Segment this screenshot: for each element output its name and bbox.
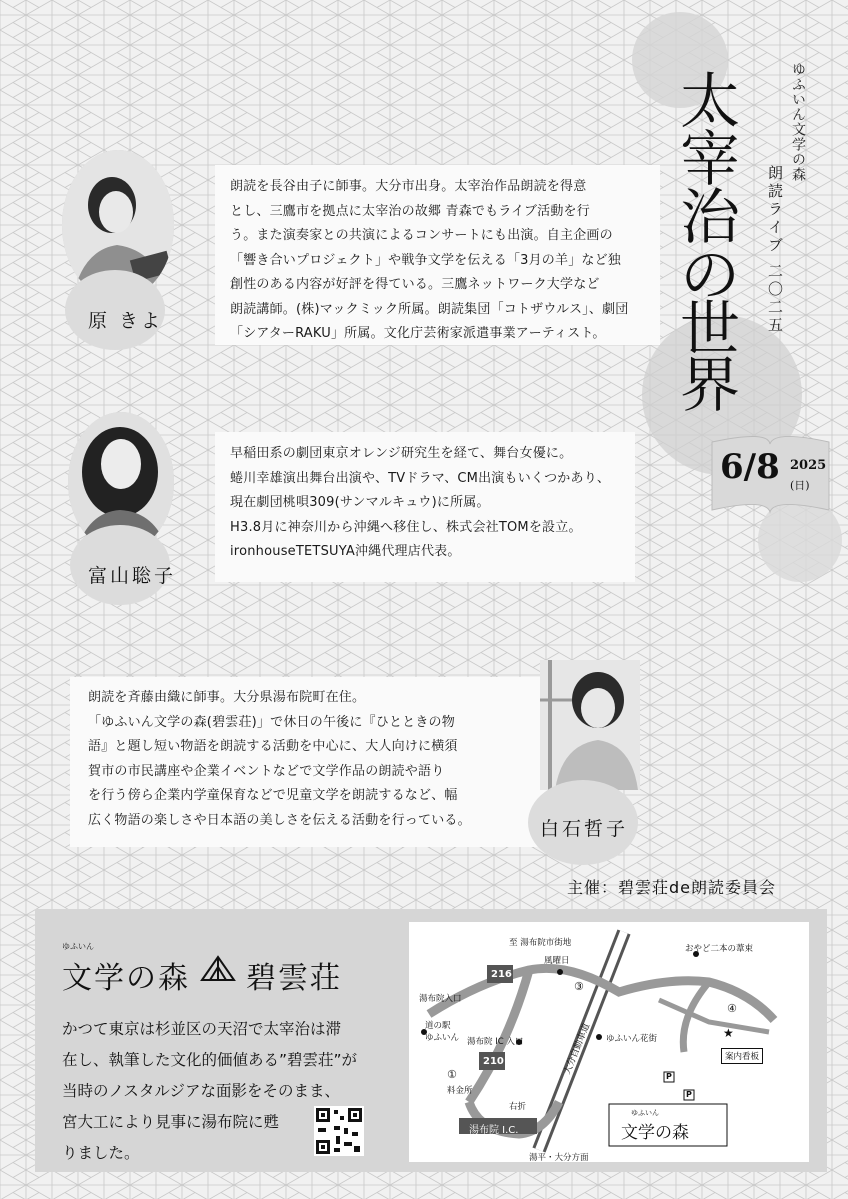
description-line: 当時のノスタルジアな面影をそのまま、 bbox=[62, 1082, 340, 1100]
bio-line: 広く物語の楽しさや日本語の美しさを伝える活動を行っている。 bbox=[88, 812, 471, 828]
bio-line: 「響き合いプロジェクト」や戦争文学を伝える「3月の羊」など独 bbox=[230, 252, 622, 268]
map-label: 風曜日 bbox=[544, 956, 570, 966]
map-label: おやど二本の葦束 bbox=[685, 944, 754, 954]
bio-line: 早稲田系の劇団東京オレンジ研究生を経て、舞台女優に。 bbox=[230, 446, 573, 461]
logo-ruby: ゆふいん bbox=[62, 942, 94, 951]
performer-bio bbox=[88, 686, 471, 833]
map-logo: 文学の森 bbox=[621, 1123, 689, 1143]
bio-line: 朗読を長谷由子に師事。大分市出身。太宰治作品朗読を得意 bbox=[230, 179, 587, 194]
parking-icon: P bbox=[686, 1090, 692, 1099]
parking-icon: P bbox=[666, 1072, 672, 1081]
bio-line: とし、三鷹市を拠点に太宰治の故郷 青森でもライブ活動を行 bbox=[230, 203, 590, 219]
map-label: 大分自動車道 bbox=[562, 1022, 593, 1076]
event-year: 2025 bbox=[790, 458, 827, 473]
venue-name: 碧雲荘 bbox=[246, 961, 342, 996]
bio-line: 朗読を斉藤由織に師事。大分県湯布院町在住。 bbox=[88, 690, 366, 705]
map-label: 至 湯布院市街地 bbox=[509, 938, 572, 948]
performer-name: 原 きよ bbox=[88, 310, 164, 332]
star-icon: ★ bbox=[723, 1026, 734, 1040]
performer-bio bbox=[230, 175, 628, 347]
bio-line: う。また演奏家との共演によるコンサートにも出演。自主企画の bbox=[230, 228, 613, 243]
description-line: 宮大工により見事に湯布院に甦 bbox=[62, 1113, 280, 1131]
venue-description bbox=[62, 1014, 357, 1169]
bio-line: 賀市の市民講座や企業イベントなどで文学作品の朗読や語り bbox=[88, 763, 445, 779]
event-weekday: (日) bbox=[790, 479, 810, 492]
mountain-logo-icon bbox=[200, 954, 236, 982]
map-label: 案内看板 bbox=[721, 1048, 763, 1064]
map-label: 料金所 bbox=[447, 1086, 473, 1096]
event-date: 6/8 bbox=[720, 447, 780, 487]
bio-line: 現在劇団桃唄309(サンマルキュウ)に所属。 bbox=[230, 495, 490, 510]
map-number: ④ bbox=[727, 1002, 737, 1015]
map-label: 道の駅 ゆふいん bbox=[425, 1021, 460, 1043]
route-216: 216 bbox=[491, 969, 512, 980]
qr-code-icon bbox=[314, 1106, 364, 1156]
performer-bio bbox=[230, 442, 610, 565]
series-label: ゆふいん文学の森 bbox=[790, 62, 806, 182]
bio-line: 「シアターRAKU」所属。文化庁芸術家派遣事業アーティスト。 bbox=[230, 326, 606, 341]
performer-name: 白石哲子 bbox=[540, 818, 629, 840]
title-char: 世 bbox=[680, 295, 740, 365]
title-char: の bbox=[680, 241, 740, 311]
bio-line: H3.8月に神奈川から沖縄へ移住し、株式会社TOMを設立。 bbox=[230, 519, 582, 535]
performer-name: 富山聡子 bbox=[88, 565, 177, 587]
description-line: 在し、執筆した文化的価値ある”碧雲荘”が bbox=[62, 1051, 358, 1069]
description-line: りました。 bbox=[62, 1144, 140, 1162]
event-subtitle: 朗読ライブ 二〇二五 bbox=[766, 165, 784, 335]
title-char: 界 bbox=[680, 351, 740, 421]
map-label: 湯平・大分方面 bbox=[529, 1153, 589, 1163]
map-number: ③ bbox=[574, 980, 584, 993]
bio-line: を行う傍ら企業内学童保育などで児童文学を朗読するなど、幅 bbox=[88, 788, 458, 803]
map-label: 右折 bbox=[509, 1102, 527, 1112]
bio-line: 創性のある内容が好評を得ている。三鷹ネットワーク大学など bbox=[230, 277, 600, 292]
map-label: 湯布院 I.C. bbox=[469, 1125, 519, 1136]
map-number: ① bbox=[447, 1068, 457, 1081]
title-char: 宰 bbox=[680, 125, 740, 195]
organizer: 主催：碧雲荘de朗読委員会 bbox=[567, 878, 777, 897]
portrait-shiraishi-tetsuko bbox=[540, 660, 640, 790]
map-logo-ruby: ゆふいん bbox=[631, 1109, 659, 1117]
venue-logo: 文学の森 bbox=[62, 961, 190, 996]
title-char: 治 bbox=[680, 183, 740, 253]
map-label: ゆふいん花街 bbox=[606, 1034, 658, 1044]
access-map bbox=[409, 922, 809, 1162]
description-line: かつて東京は杉並区の天沼で太宰治は滞 bbox=[62, 1020, 342, 1038]
title-char: 太 bbox=[680, 67, 740, 137]
bio-line: 語』と題し短い物語を朗読する活動を中心に、大人向けに横須 bbox=[88, 739, 458, 754]
map-label: 湯布院入口 bbox=[419, 994, 462, 1004]
map-label: 湯布院 IC 入口 bbox=[467, 1037, 524, 1047]
bio-line: 蜷川幸雄演出舞台出演や、TVドラマ、CM出演もいくつかあり、 bbox=[230, 470, 611, 486]
route-210: 210 bbox=[483, 1056, 504, 1067]
bio-line: 「ゆふいん文学の森(碧雲荘)」で休日の午後に『ひとときの物 bbox=[88, 714, 455, 730]
bio-line: ironhouseTETSUYA沖縄代理店代表。 bbox=[230, 544, 461, 559]
bio-line: 朗読講師。(株)マックミック所属。朗読集団「コトザウルス」、劇団 bbox=[230, 301, 629, 317]
